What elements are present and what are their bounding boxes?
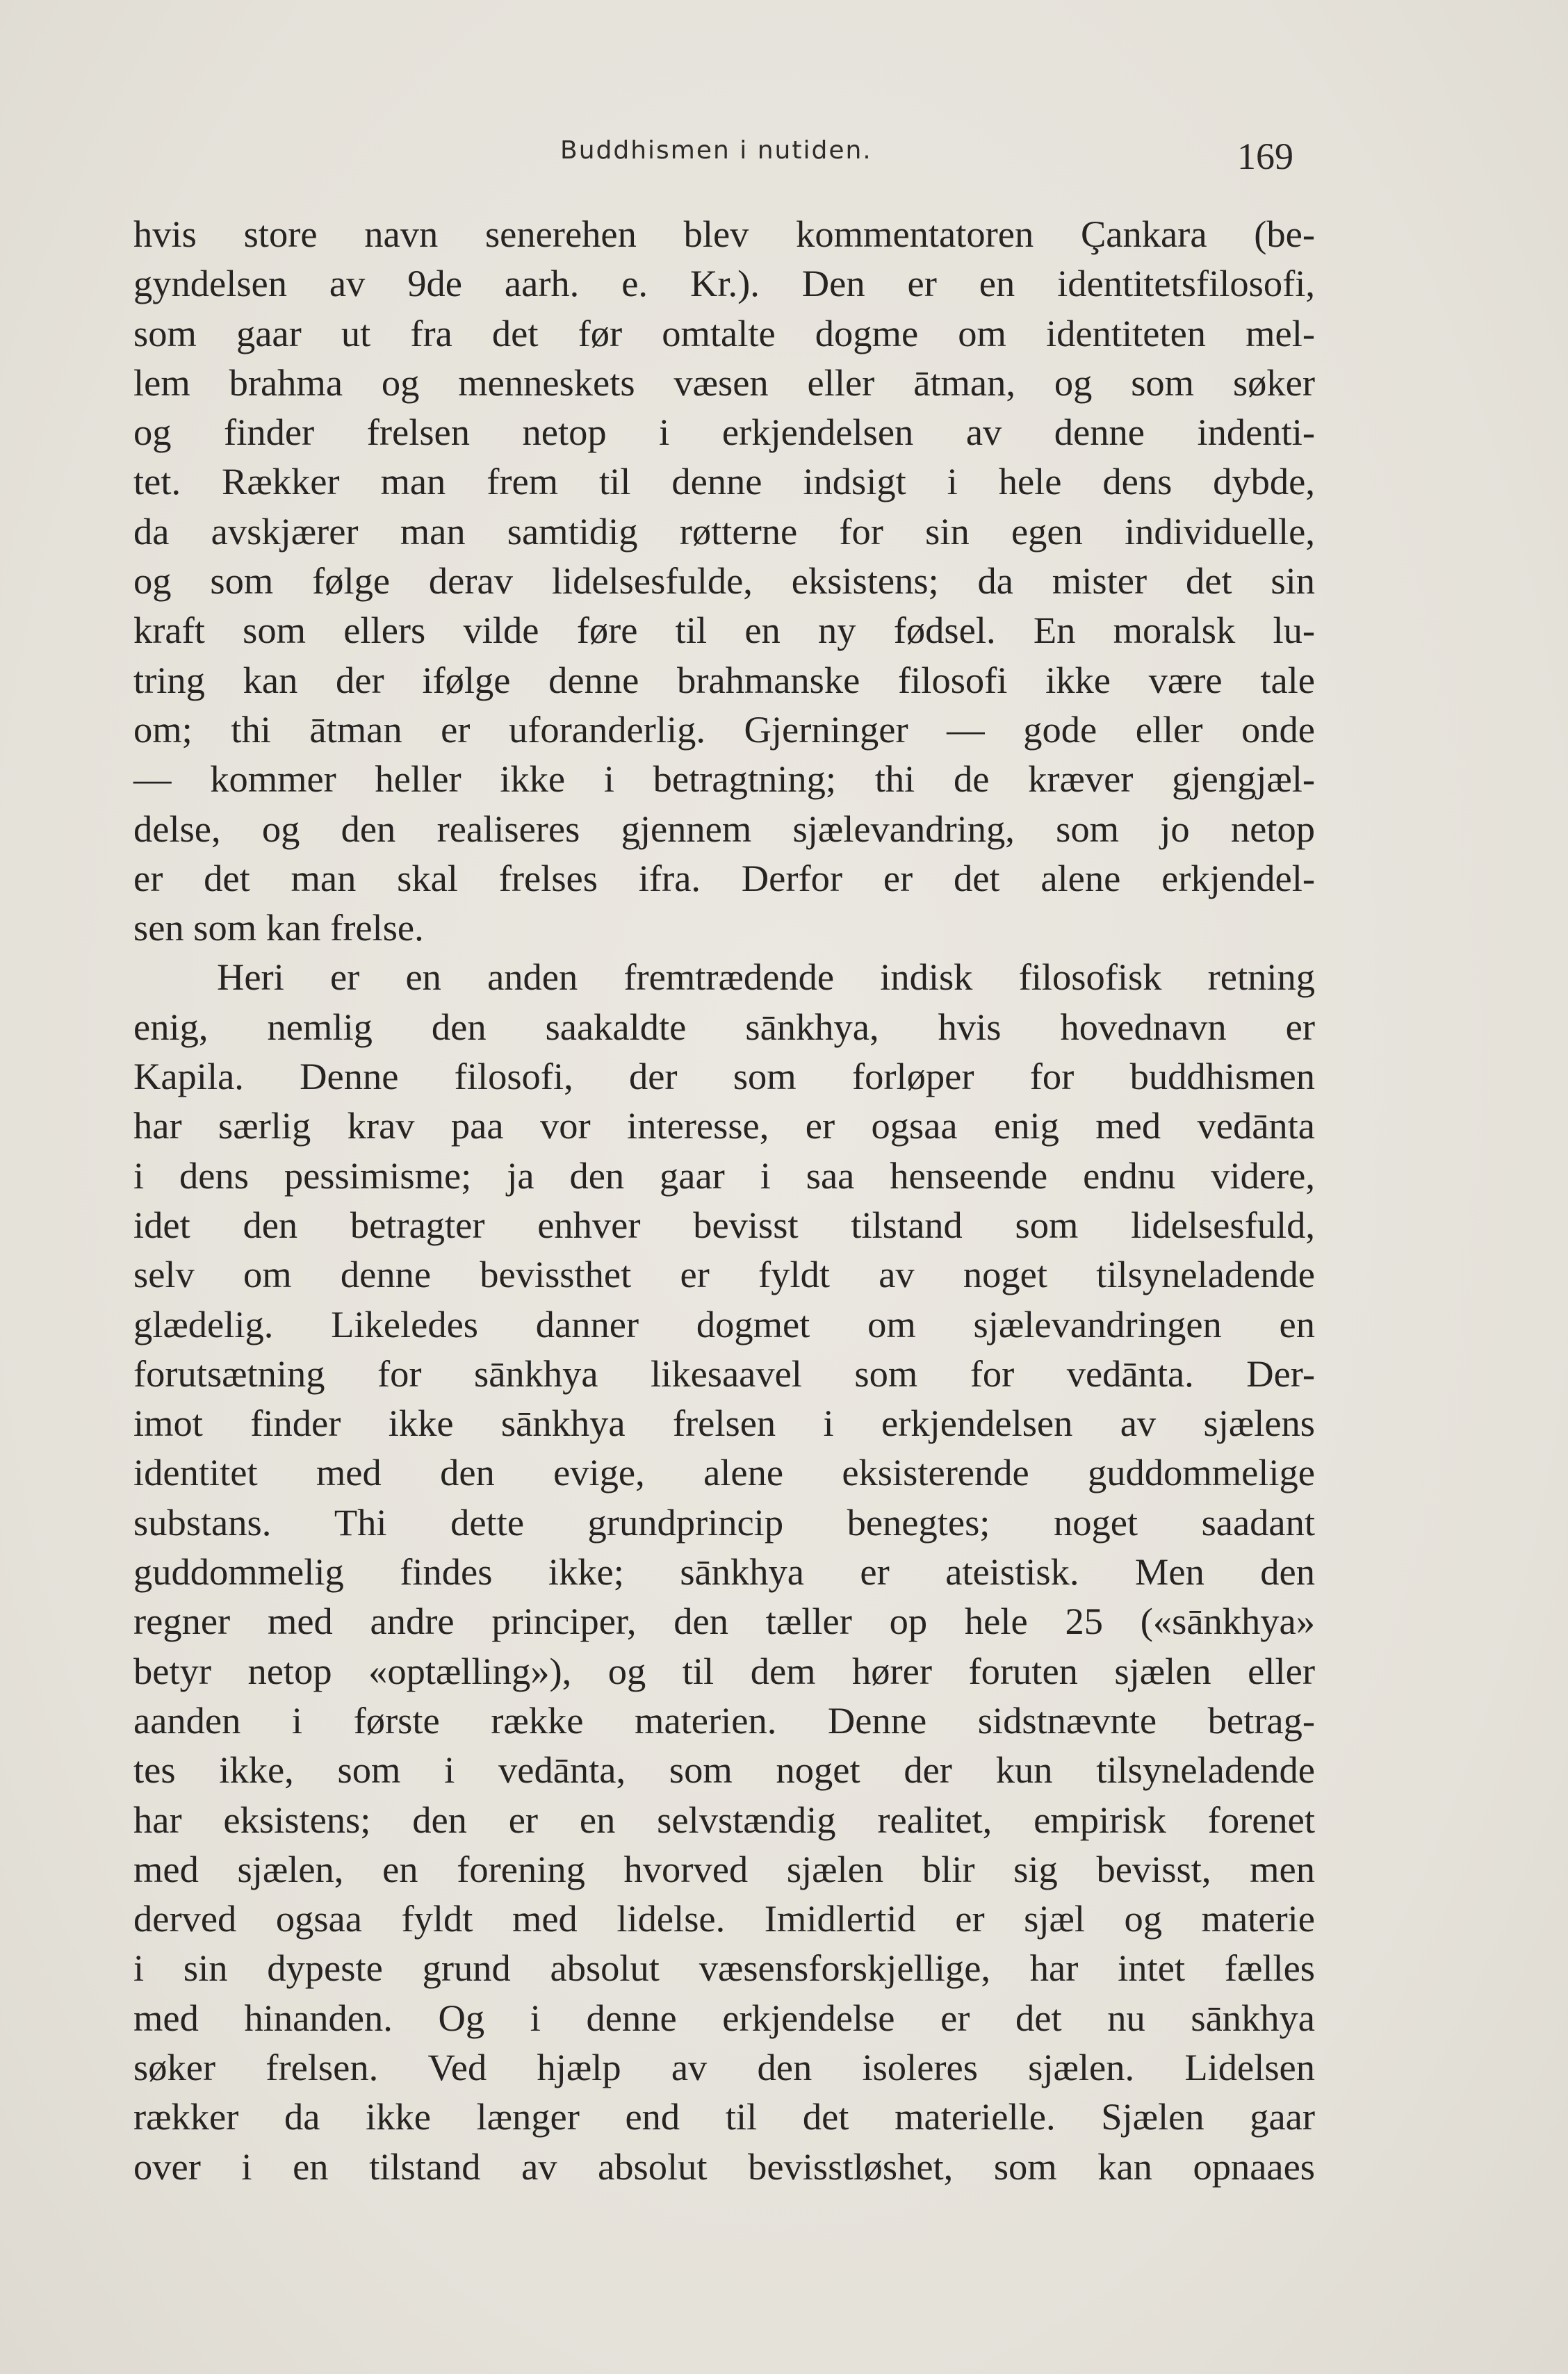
body-text [133,209,1315,2191]
text-line: kraft som ellers vilde føre til en ny fødsel. En moralsk lu- [133,609,1315,652]
text-line: identitet med den evige, alene eksisterende guddommelige [133,1451,1315,1494]
text-line: rækker da ikke længer end til det materielle. Sjælen gaar [133,2095,1315,2138]
text-line: og som følge derav lidelsesfulde, eksistens; da mister det sin [133,559,1315,603]
text-line: er det man skal frelses ifra. Derfor er det alene erkjendel- [133,856,1315,899]
text-line: med sjælen, en forening hvorved sjælen blir sig bevisst, men [133,1847,1315,1890]
running-head [0,136,1568,178]
paragraph-end-line: sen som kan frelse. [133,906,424,949]
paragraph-start-line: Heri er en anden fremtrædende indisk filosofisk retning [217,956,1315,999]
text-line: da avskjærer man samtidig røtterne for sin egen individuelle, [133,509,1315,552]
running-title: Buddhismen i nutiden. [560,136,872,165]
text-line: guddommelig findes ikke; sānkhya er ateistisk. Men den [133,1550,1315,1594]
page-number: 169 [1237,136,1293,177]
text-line: idet den betragter enhver bevisst tilstand som lidelsesfuld, [133,1203,1315,1246]
text-line: som gaar ut fra det før omtalte dogme om identiteten mel- [133,311,1315,354]
text-line: derved ogsaa fyldt med lidelse. Imidlertid er sjæl og materie [133,1897,1315,1940]
text-line: forutsætning for sānkhya likesaavel som for vedānta. Der- [133,1352,1315,1395]
text-line: gyndelsen av 9de aarh. e. Kr.). Den er en identitetsfilosofi, [133,262,1315,305]
text-line: og finder frelsen netop i erkjendelsen av denne indenti- [133,411,1315,454]
text-line: selv om denne bevissthet er fyldt av noget tilsyneladende [133,1253,1315,1296]
text-line: i dens pessimisme; ja den gaar i saa henseende endnu videre, [133,1154,1315,1197]
text-line: regner med andre principer, den tæller op hele 25 («sānkhya» [133,1600,1315,1643]
text-line: har eksistens; den er en selvstændig realitet, empirisk forenet [133,1798,1315,1841]
text-line: i sin dypeste grund absolut væsensforskjellige, har intet fælles [133,1947,1315,1990]
text-line: delse, og den realiseres gjennem sjælevandring, som jo netop [133,807,1315,850]
text-line: substans. Thi dette grundprincip benegtes; noget saadant [133,1500,1315,1544]
text-line: enig, nemlig den saakaldte sānkhya, hvis hovednavn er [133,1005,1315,1048]
text-line: tet. Rækker man frem til denne indsigt i hele dens dybde, [133,460,1315,503]
text-line: hvis store navn senerehen blev kommentatoren Çankara (be- [133,213,1315,255]
text-line: Kapila. Denne filosofi, der som forløper for buddhismen [133,1055,1315,1098]
text-line: med hinanden. Og i denne erkjendelse er det nu sānkhya [133,1996,1315,2039]
text-line: har særlig krav paa vor interesse, er ogsaa enig med vedānta [133,1104,1315,1147]
text-line: glædelig. Likeledes danner dogmet om sjælevandringen en [133,1302,1315,1345]
text-line: tes ikke, som i vedānta, som noget der kun tilsyneladende [133,1749,1315,1792]
text-line: — kommer heller ikke i betragtning; thi de kræver gjengjæl- [133,758,1315,801]
text-line: søker frelsen. Ved hjælp av den isoleres sjælen. Lidelsen [133,2045,1315,2088]
text-line: om; thi ātman er uforanderlig. Gjerninger — gode eller onde [133,707,1315,751]
text-line: aanden i første række materien. Denne sidstnævnte betrag- [133,1698,1315,1742]
text-line: tring kan der ifølge denne brahmanske filosofi ikke være tale [133,658,1315,701]
text-line: lem brahma og menneskets væsen eller ātman, og som søker [133,361,1315,404]
text-line: imot finder ikke sānkhya frelsen i erkjendelsen av sjælens [133,1402,1315,1445]
text-line: betyr netop «optælling»), og til dem hører foruten sjælen eller [133,1649,1315,1692]
text-line: over i en tilstand av absolut bevisstløshet, som kan opnaaes [133,2145,1315,2188]
